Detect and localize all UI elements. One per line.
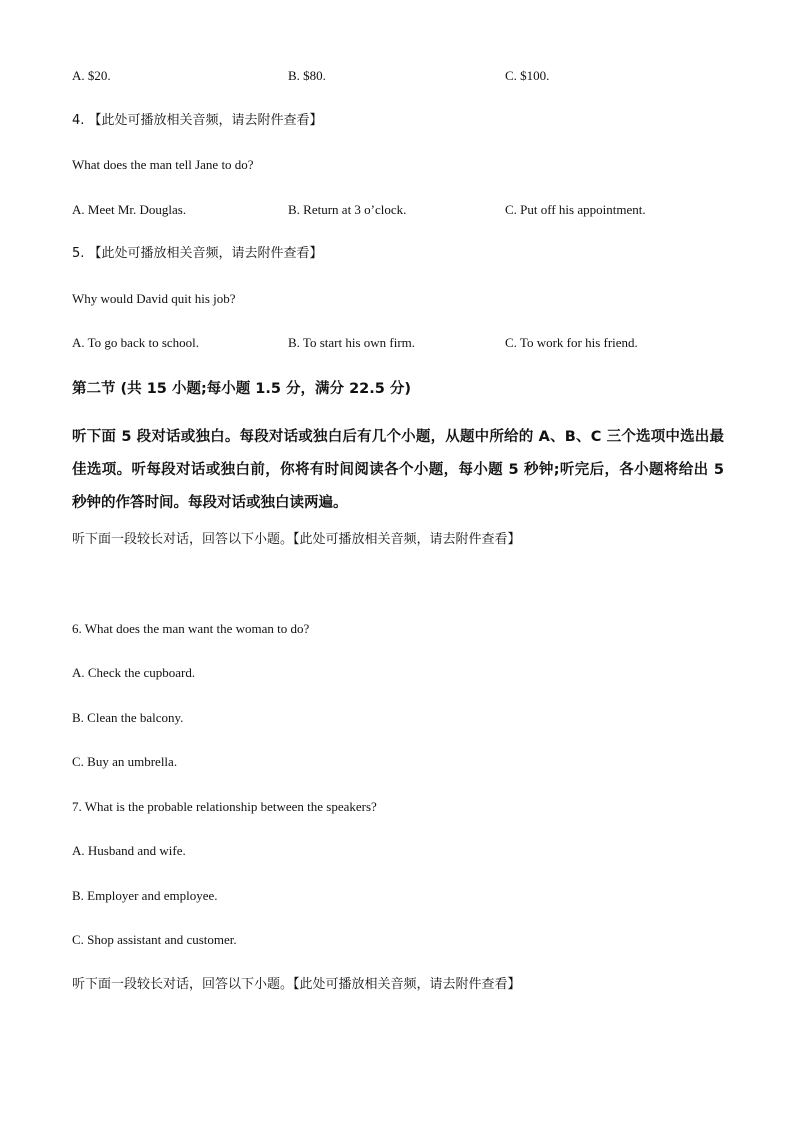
q4-option-b: B. Return at 3 o’clock. [288, 202, 407, 217]
q4-question: What does the man tell Jane to do? [72, 157, 254, 172]
section-instructions: 听下面 5 段对话或独白。每段对话或独白后有几个小题，从题中所给的 A、B、C 三个选项中选出最佳选项。听每段对话或独白前，你将有时间阅读各个小题，每小题 5 秒钟;听完后，各小题将给出 5 秒钟的作答时间。每段对话或独白读两遍。 [72, 429, 724, 511]
dialogue-intro-2[interactable]: 听下面一段较长对话，回答以下小题。【此处可播放相关音频，请去附件查看】 [72, 977, 521, 992]
q6-question: 6. What does the man want the woman to do? [72, 621, 310, 636]
q5-question: Why would David quit his job? [72, 291, 236, 306]
q6-option-a: A. Check the cupboard. [72, 665, 196, 680]
q7-option-b: B. Employer and employee. [72, 888, 218, 903]
q5-option-c: C. To work for his friend. [505, 335, 638, 350]
section-title: 第二节 (共 15 小题;每小题 1.5 分，满分 22.5 分) [72, 381, 412, 397]
q5-options [72, 334, 722, 352]
q4-options [72, 201, 722, 219]
q3-option-a: A. $20. [72, 68, 111, 83]
q6-option-b: B. Clean the balcony. [72, 710, 184, 725]
q3-options [72, 67, 722, 85]
q4-option-c: C. Put off his appointment. [505, 202, 646, 217]
q4-audio-note[interactable]: 4. 【此处可播放相关音频，请去附件查看】 [72, 113, 323, 128]
q4-option-a: A. Meet Mr. Douglas. [72, 202, 187, 217]
q5-option-b: B. To start his own firm. [288, 335, 416, 350]
q5-option-a: A. To go back to school. [72, 335, 200, 350]
q7-option-a: A. Husband and wife. [72, 843, 186, 858]
q3-option-c: C. $100. [505, 68, 550, 83]
q5-audio-note[interactable]: 5. 【此处可播放相关音频，请去附件查看】 [72, 246, 323, 261]
q7-option-c: C. Shop assistant and customer. [72, 932, 237, 947]
dialogue-intro[interactable]: 听下面一段较长对话，回答以下小题。【此处可播放相关音频，请去附件查看】 [72, 532, 521, 547]
q7-question: 7. What is the probable relationship between the speakers? [72, 799, 377, 814]
q6-option-c: C. Buy an umbrella. [72, 754, 178, 769]
q3-option-b: B. $80. [288, 68, 326, 83]
